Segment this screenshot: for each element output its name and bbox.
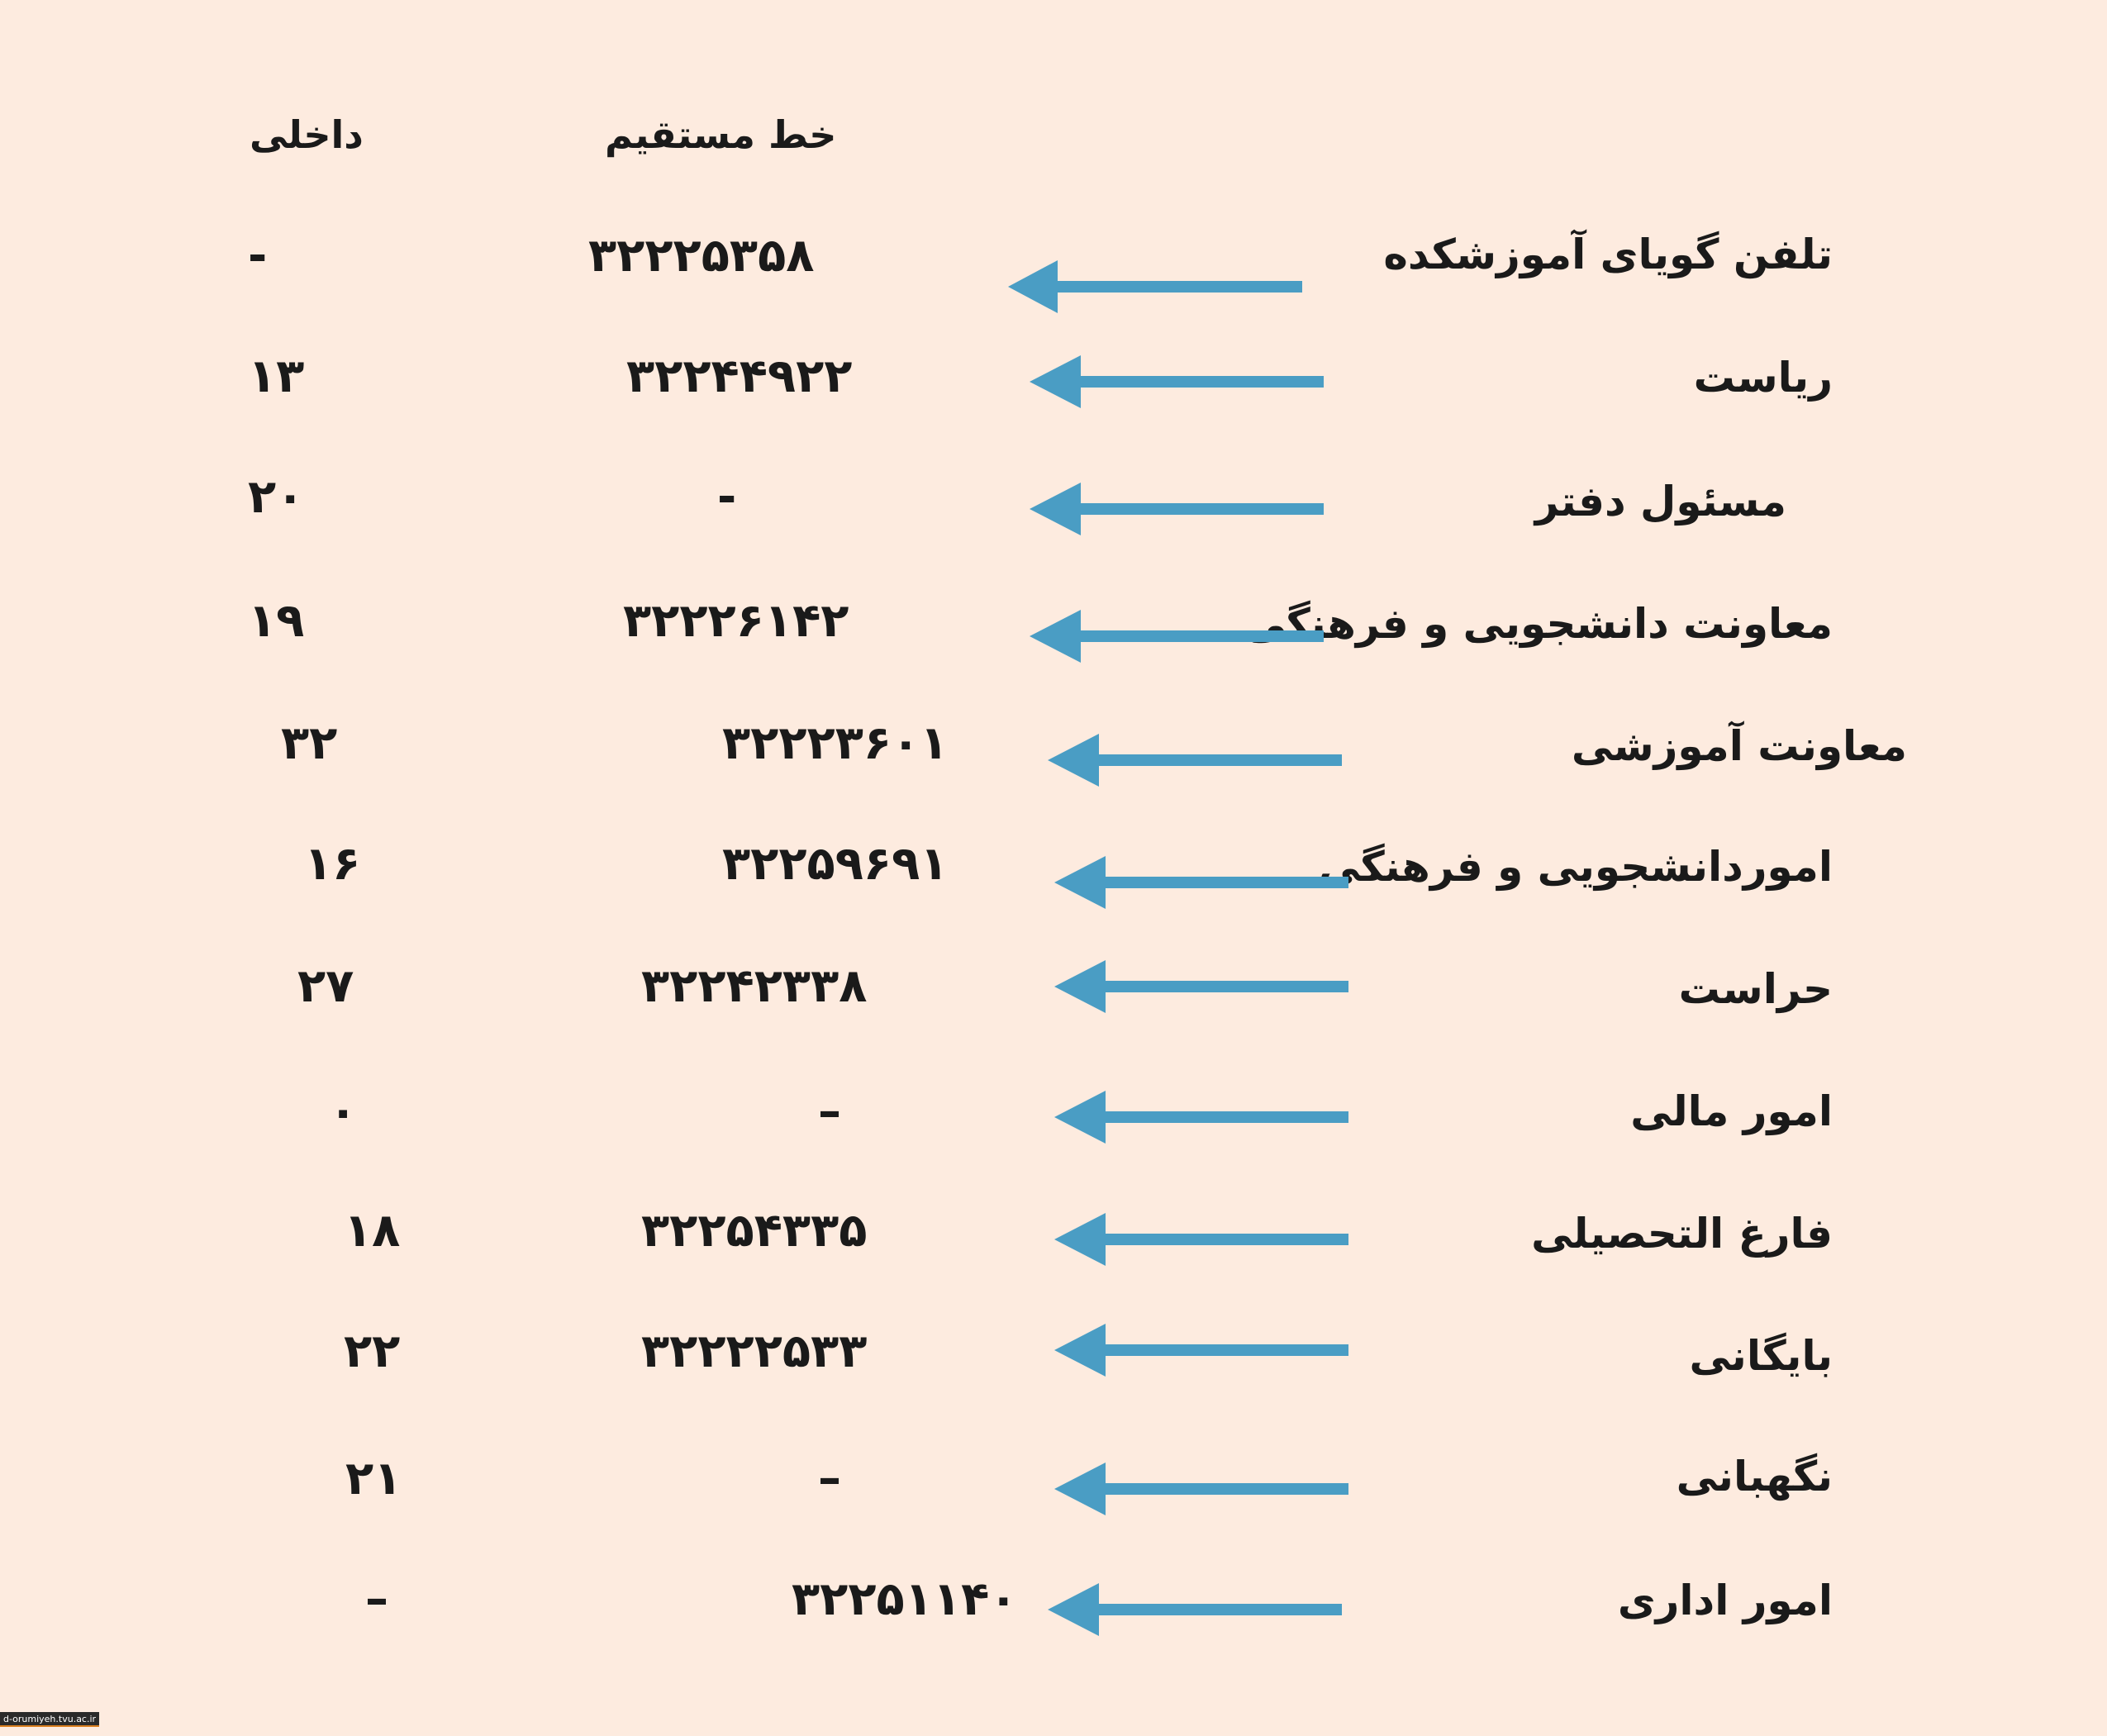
direct-line-number: – [818, 1085, 841, 1139]
direct-line-number: ۳۲۲۵۱۱۴۰ [792, 1572, 1018, 1626]
internal-extension: - [248, 229, 268, 283]
direct-line-number: ۳۲۲۴۴۹۲۲ [626, 350, 853, 403]
arrow-left-icon [1054, 1213, 1352, 1266]
header-direct-line: خط مستقیم [605, 112, 837, 157]
direct-line-number: ۳۲۲۲۲۵۳۳ [641, 1325, 868, 1378]
department-name: ریاست [1693, 354, 1833, 402]
arrow-left-icon [1048, 734, 1345, 787]
direct-line-number: ۳۲۲۲۵۳۵۸ [588, 229, 815, 283]
department-name: نگهبانی [1676, 1453, 1833, 1501]
internal-extension: ۳۲ [281, 716, 338, 770]
direct-line-number: - [717, 470, 737, 524]
internal-extension: ۲۰ [248, 470, 305, 524]
direct-line-number: ۳۲۲۲۳۶۰۱ [722, 716, 949, 770]
direct-line-number: ۳۲۲۴۲۳۳۸ [641, 959, 868, 1013]
internal-extension: ۲۲ [344, 1325, 401, 1378]
arrow-left-icon [1030, 483, 1327, 535]
department-name: اموردانشجویی و فرهنگی [1319, 843, 1833, 891]
direct-line-number: ۳۲۲۵۹۶۹۱ [722, 837, 949, 891]
arrow-left-icon [1030, 610, 1327, 663]
internal-extension: ۰ [329, 1085, 358, 1139]
arrow-left-icon [1054, 856, 1352, 909]
internal-extension: ۲۱ [345, 1452, 402, 1505]
direct-line-number: ۳۲۲۲۶۱۴۲ [623, 594, 849, 648]
department-name: بایگانی [1689, 1332, 1833, 1380]
department-name: تلفن گویای آموزشکده [1383, 231, 1833, 278]
internal-extension: ۱۸ [344, 1204, 401, 1258]
header-internal: داخلی [250, 112, 364, 157]
arrow-left-icon [1054, 1324, 1352, 1377]
direct-line-number: ۳۲۲۵۴۳۳۵ [641, 1204, 868, 1258]
internal-extension: ۱۹ [248, 594, 305, 648]
arrow-left-icon [1030, 355, 1327, 408]
arrow-left-icon [1048, 1583, 1345, 1636]
arrow-left-icon [1008, 260, 1306, 313]
arrow-left-icon [1054, 960, 1352, 1013]
internal-extension: ۱۳ [248, 350, 305, 403]
footer-logo: d-orumiyeh.tvu.ac.ir [0, 1712, 99, 1727]
internal-extension: – [365, 1572, 388, 1626]
arrow-left-icon [1054, 1463, 1352, 1515]
department-name: حراست [1678, 965, 1833, 1013]
arrow-left-icon [1054, 1091, 1352, 1144]
internal-extension: ۱۶ [304, 837, 361, 891]
direct-line-number: – [818, 1452, 841, 1505]
department-name: معاونت دانشجویی و فرهنگی [1244, 600, 1833, 648]
department-name: معاونت آموزشی [1571, 722, 1907, 770]
department-name: امور اداری [1617, 1577, 1833, 1624]
department-name: فارغ التحصیلی [1531, 1210, 1833, 1258]
department-name: مسئول دفتر [1534, 478, 1786, 526]
department-name: امور مالی [1630, 1087, 1833, 1135]
internal-extension: ۲۷ [297, 959, 354, 1013]
